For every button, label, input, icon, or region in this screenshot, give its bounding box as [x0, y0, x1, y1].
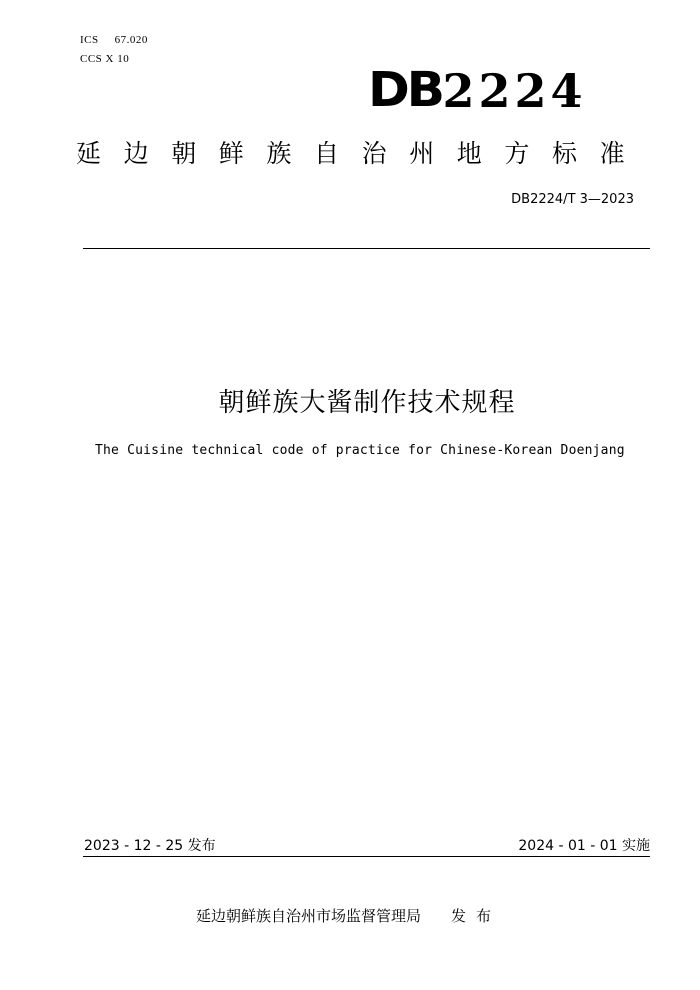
- ics-label: ICS: [80, 34, 99, 46]
- standard-number: DB2224/T 3—2023: [511, 192, 634, 207]
- document-title: 朝鲜族大酱制作技术规程: [218, 388, 516, 418]
- issuer-line: [196, 905, 501, 926]
- issue-date: 2023 - 12 - 25 发布: [84, 838, 216, 854]
- standard-type-heading: 延边朝鲜族自治州地方标准: [76, 139, 648, 168]
- issuer-action: 发布: [451, 907, 502, 925]
- ics-value: 67.020: [114, 34, 148, 46]
- bottom-divider: [83, 856, 650, 857]
- db-logo-digits: 2224: [442, 64, 587, 118]
- db-logo-letters: DB: [368, 62, 442, 118]
- ccs-value: X 10: [105, 53, 130, 65]
- top-divider: [83, 248, 650, 249]
- effective-date: 2024 - 01 - 01 实施: [518, 838, 650, 854]
- issuer-name: 延边朝鲜族自治州市场监督管理局: [196, 907, 422, 925]
- ccs-label: CCS: [80, 53, 103, 65]
- ccs-code: [80, 53, 129, 65]
- db-logo: [368, 60, 600, 118]
- ics-code: [80, 34, 148, 46]
- document-title-english: The Cuisine technical code of practice for Chinese-Korean Doenjang: [95, 443, 625, 458]
